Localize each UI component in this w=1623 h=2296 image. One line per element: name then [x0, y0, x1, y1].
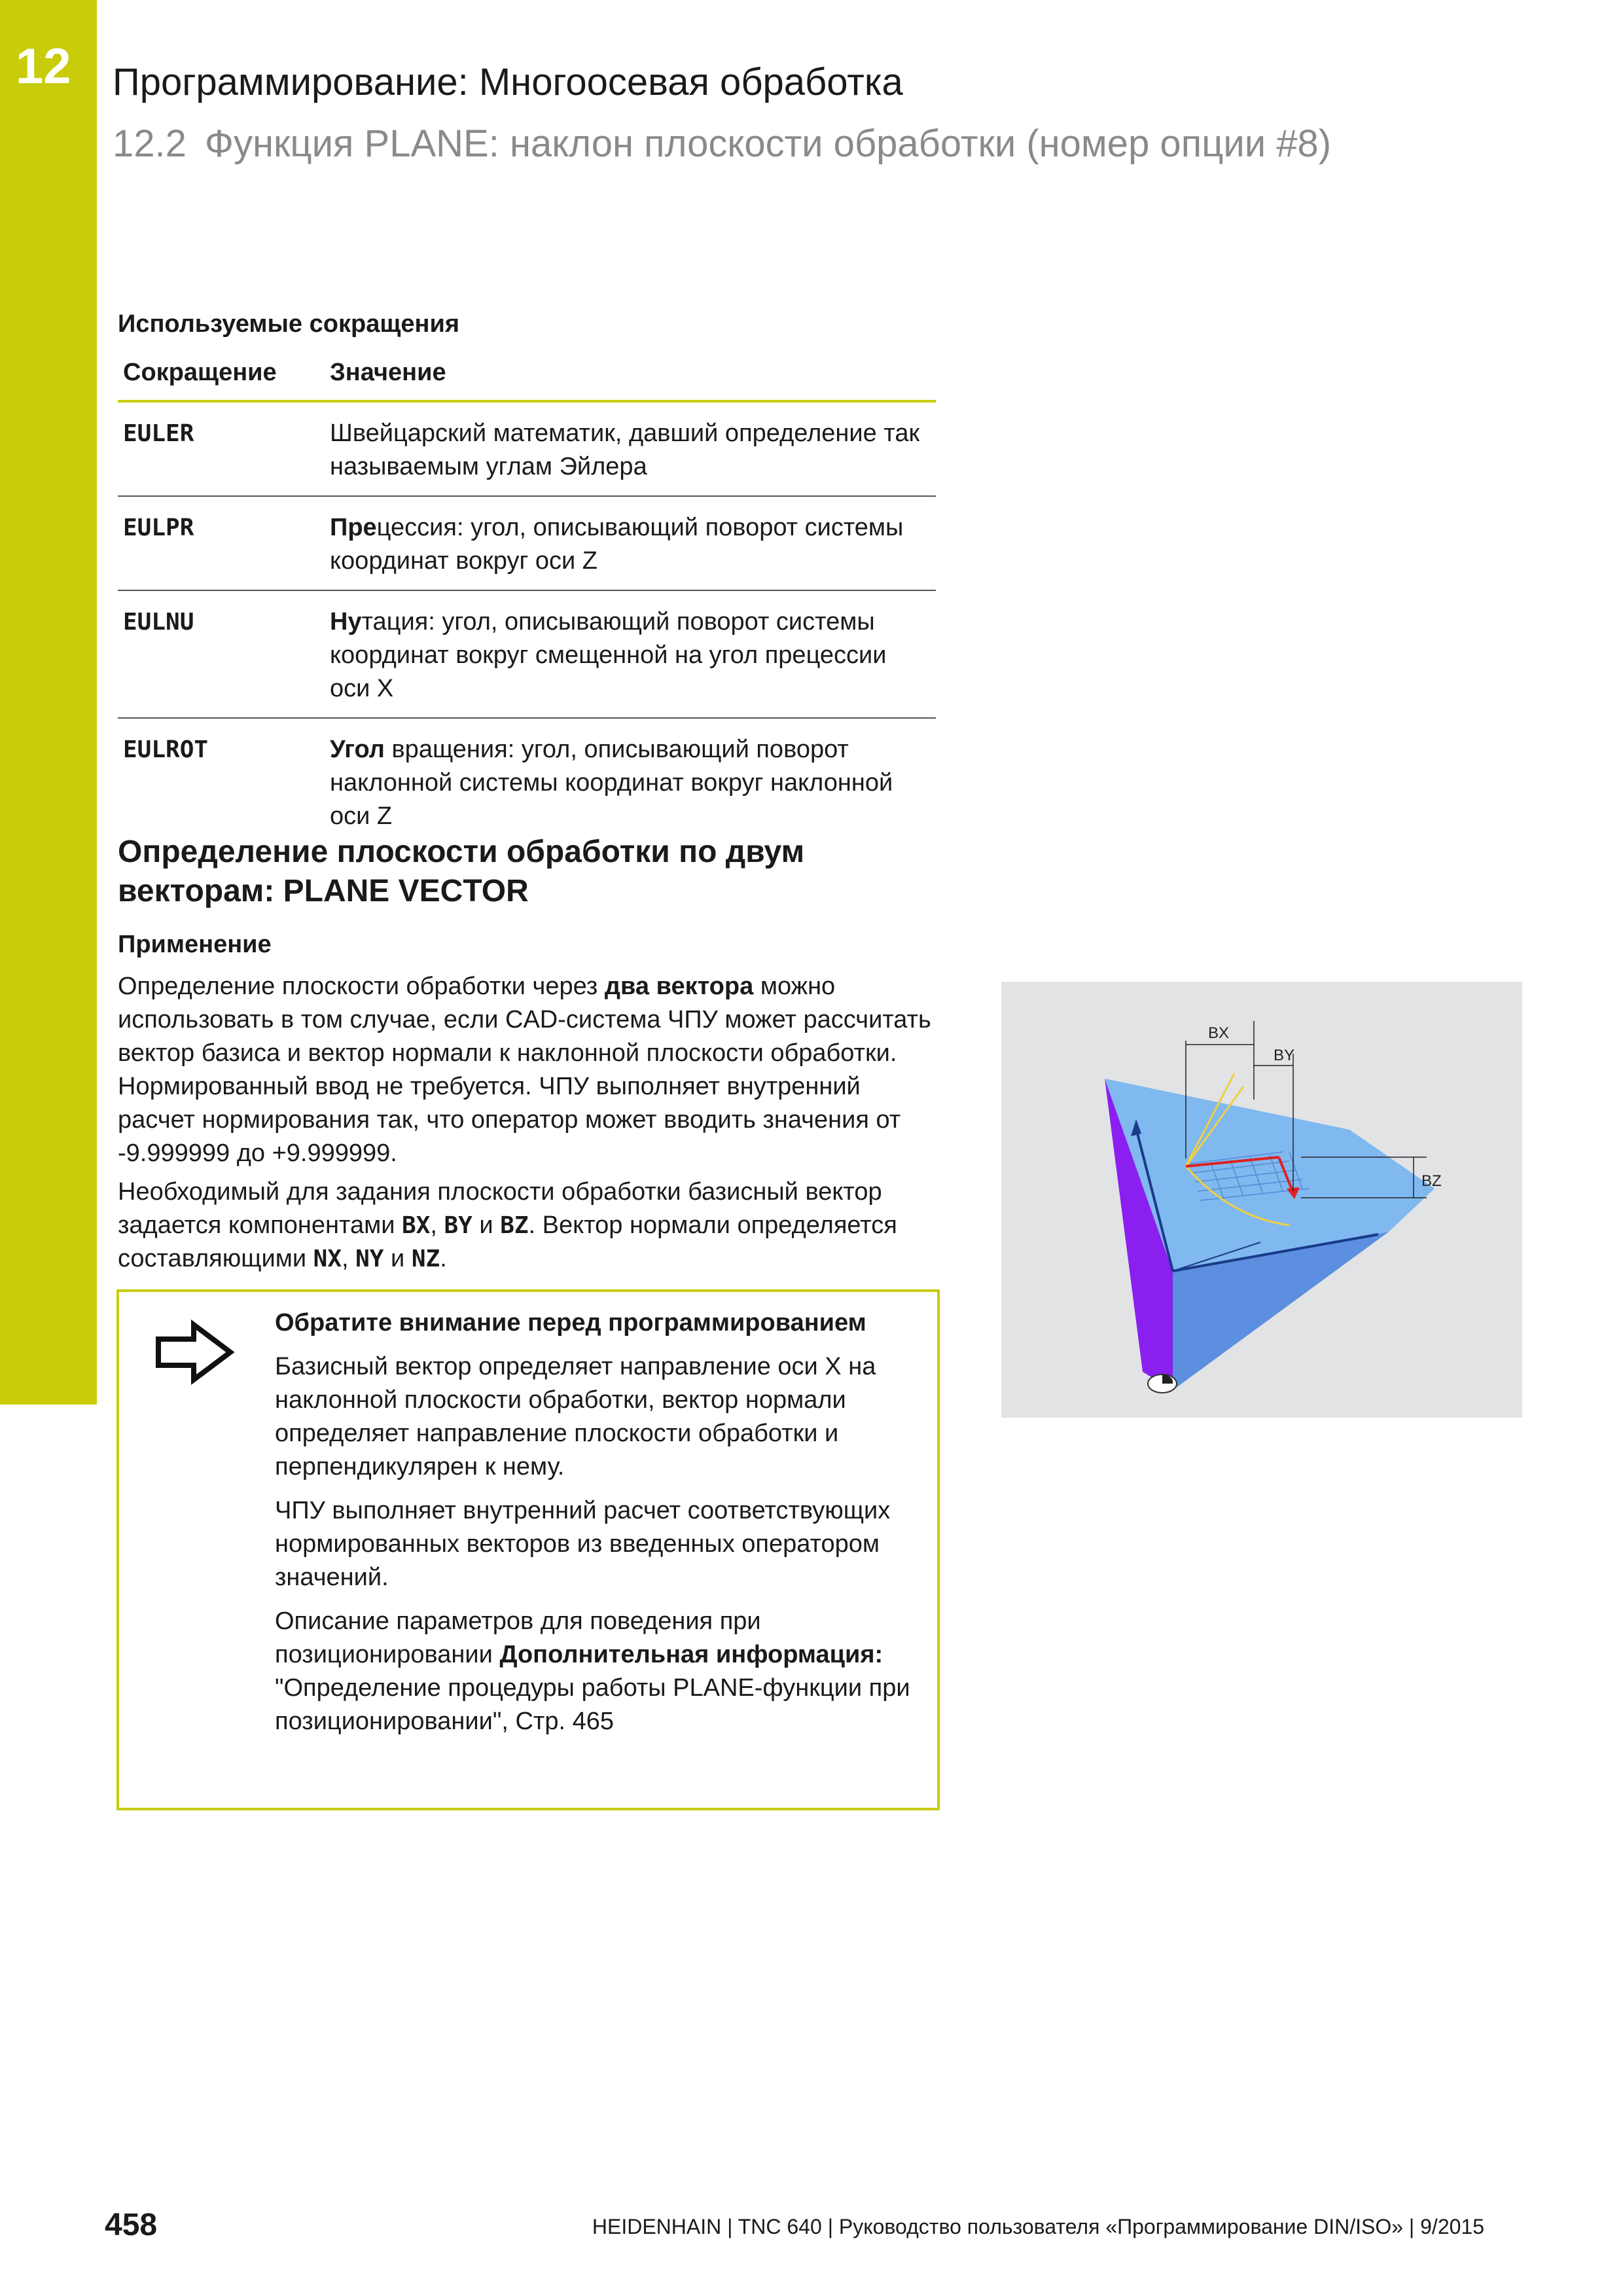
section-heading: Определение плоскости обработки по двум векторам: PLANE VECTOR	[118, 834, 805, 908]
table-row	[118, 496, 936, 590]
table-row	[118, 590, 936, 718]
label-by: BY	[1274, 1047, 1295, 1064]
abbr-code: EULNU	[118, 590, 325, 718]
para1-text-b: можно использовать в том случае, если CAD-система ЧПУ может рассчитать вектор базиса и вектор нормали к наклонной плоскости обработки. Нормированный ввод не требуется. ЧПУ выполняет внутренний расчет нормирования так, что оператор может вводить значения от -9.999999 до +9.999999.	[118, 973, 931, 1167]
abbr-meaning-bold: Пре	[330, 514, 377, 541]
chapter-number: 12	[16, 39, 71, 94]
abbr-code: EULPR	[118, 496, 325, 590]
para2-sep: ,	[430, 1211, 444, 1239]
chapter-tab	[0, 0, 97, 1405]
note-paragraph: ЧПУ выполняет внутренний расчет соответствующих нормированных векторов из введенных оператором значений.	[275, 1497, 891, 1591]
abbr-meaning	[325, 718, 936, 845]
para2-text-a: Необходимый для задания плоскости обработки базисный вектор задается компонентами	[118, 1178, 882, 1239]
page-number: 458	[105, 2208, 158, 2242]
para2-sep: ,	[342, 1245, 356, 1272]
para1-text-a: Определение плоскости обработки через	[118, 973, 605, 1000]
label-bz: BZ	[1421, 1172, 1442, 1190]
plane-vector-figure	[1001, 982, 1522, 1418]
note-box	[116, 1289, 940, 1810]
para2-end: .	[440, 1245, 447, 1272]
abbr-meaning	[325, 496, 936, 590]
application-paragraph-2	[118, 1175, 936, 1276]
section-title-text: Функция PLANE: наклон плоскости обработки (номер опции #8)	[204, 122, 1332, 165]
right-arrow-icon	[153, 1319, 238, 1385]
code-bx: BX	[402, 1212, 431, 1239]
abbr-meaning	[325, 590, 936, 718]
label-bx: BX	[1208, 1024, 1230, 1042]
para2-and: и	[472, 1211, 501, 1239]
abbr-meaning-text: вращения: угол, описывающий поворот наклонной системы координат вокруг наклонной оси Z	[330, 736, 893, 830]
chapter-title: Программирование: Многоосевая обработка	[113, 61, 903, 103]
code-nx: NX	[313, 1246, 342, 1272]
abbreviations-table	[118, 351, 936, 845]
table-header-row	[118, 351, 936, 401]
plane-vector-diagram	[1001, 982, 1522, 1418]
para2-text-b: . Вектор нормали определяется составляющими	[118, 1211, 897, 1272]
note-title: Обратите внимание перед программированием	[275, 1309, 866, 1336]
code-by: BY	[444, 1212, 473, 1239]
para1-bold: два вектора	[604, 973, 754, 1000]
application-subheading: Применение	[118, 931, 272, 958]
section-number: 12.2	[113, 122, 187, 165]
abbr-meaning-text: тация: угол, описывающий поворот системы координат вокруг смещенной на угол прецессии оси X	[330, 608, 887, 702]
para2-and: и	[383, 1245, 412, 1272]
column-header-abbr: Сокращение	[118, 351, 325, 401]
note-p3-bold: Дополнительная информация:	[499, 1641, 883, 1668]
page-footer: HEIDENHAIN | TNC 640 | Руководство пользователя «Программирование DIN/ISO» | 9/2015	[592, 2215, 1484, 2238]
code-ny: NY	[355, 1246, 384, 1272]
code-nz: NZ	[411, 1246, 440, 1272]
note-body	[275, 1306, 916, 1749]
note-p3-text-a: Описание параметров для поведения при позиционировании	[275, 1607, 761, 1668]
table-row	[118, 718, 936, 845]
application-paragraph-1	[118, 970, 936, 1170]
abbreviations-heading: Используемые сокращения	[118, 310, 460, 338]
abbr-meaning	[325, 401, 936, 496]
abbr-meaning-bold: Ну	[330, 608, 362, 636]
abbr-code: EULER	[118, 401, 325, 496]
section-title	[113, 122, 1331, 166]
note-paragraph: Базисный вектор определяет направление оси X на наклонной плоскости обработки, вектор нормали определяет направление плоскости обработки и перпендикулярен к нему.	[275, 1353, 876, 1480]
note-paragraph	[275, 1605, 916, 1738]
code-bz: BZ	[500, 1212, 529, 1239]
abbr-meaning-text: Швейцарский математик, давший определение так называемым углам Эйлера	[330, 420, 920, 480]
note-p3-text-b: "Определение процедуры работы PLANE-функции при позиционировании", Стр. 465	[275, 1674, 910, 1735]
abbr-code: EULROT	[123, 736, 209, 763]
abbr-meaning-bold: Угол	[330, 736, 385, 763]
column-header-meaning: Значение	[325, 351, 936, 401]
abbr-meaning-text: цессия: угол, описывающий поворот системы координат вокруг оси Z	[330, 514, 904, 575]
table-row	[118, 401, 936, 496]
